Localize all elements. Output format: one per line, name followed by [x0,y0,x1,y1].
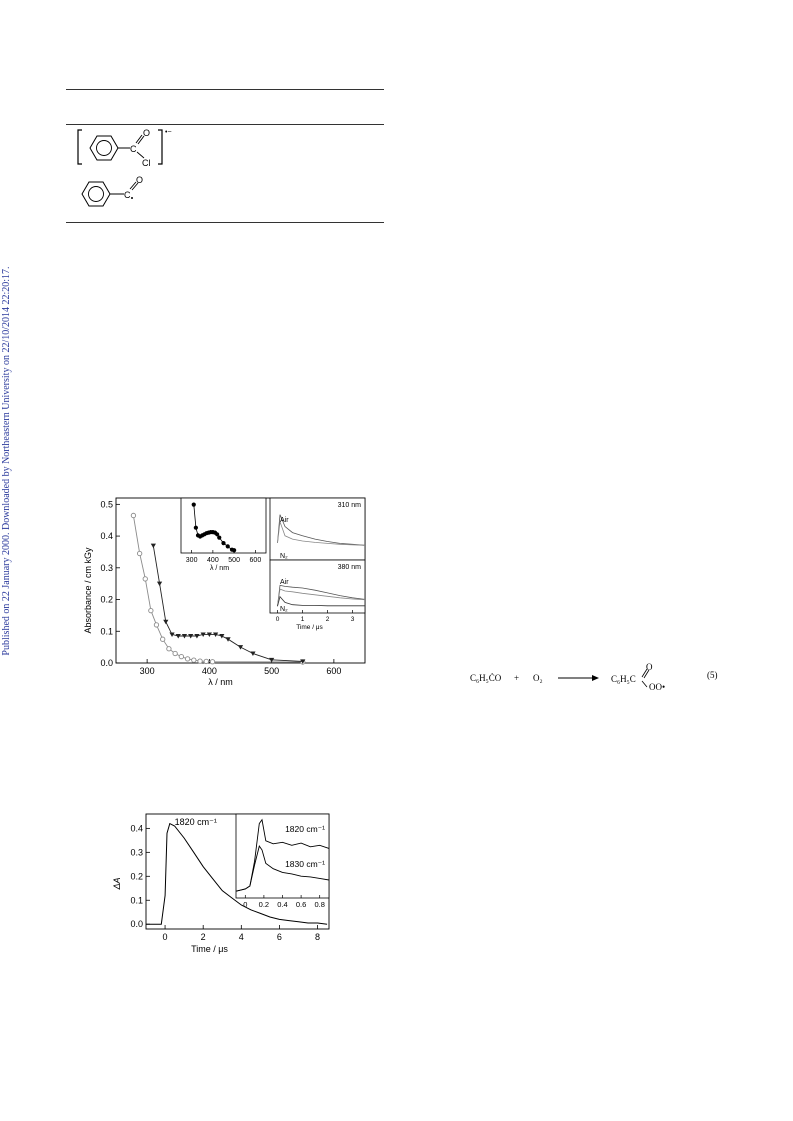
inset-x-tick-label: 0.4 [277,900,288,909]
inset-data-point [221,541,225,545]
y-tick-label: 0.3 [130,847,143,858]
inset-x-tick-label: 300 [185,557,198,564]
data-point-triangle [225,637,230,642]
data-point-open-circle [137,551,141,555]
product-main: C₆H₅C [611,674,636,684]
trace-label-air: Air [280,517,289,524]
inset-trace-label: 1820 cm⁻¹ [285,824,325,834]
inset-x-tick-label: 0.6 [295,900,307,909]
inset-wavelength-label: 380 nm [337,564,361,571]
inset-kinetics-x-axis-label: Time / μs [296,624,323,631]
chlorine-label: Cl [142,158,151,168]
inset-data-point [217,536,221,540]
data-point-triangle [151,544,156,549]
x-tick-label: 400 [201,666,217,676]
equation-number: (5) [707,670,718,680]
x-tick-label: 8 [315,932,321,942]
y-tick-label: 0.2 [100,594,113,605]
data-point-open-circle [143,577,147,581]
data-point-open-circle [204,659,208,663]
data-point-open-circle [149,608,153,612]
inset-x-tick-label: 0.8 [314,900,325,909]
inset-x-axis-label: λ / nm [209,565,230,572]
y-tick-label: 0.0 [100,658,113,668]
x-tick-label: 6 [276,932,282,942]
y-tick-label: 0.0 [130,919,143,930]
inset-kinetics-x-tick-label: 2 [325,616,330,623]
y-tick-label: 0.5 [100,499,113,510]
data-point-open-circle [179,654,183,658]
data-point-open-circle [154,623,158,627]
inset-kinetics-x-tick-label: 1 [300,616,305,623]
table-top-rule [66,89,384,90]
transient-ir-kinetics-chart [110,808,335,960]
data-point-open-circle [167,647,171,651]
reaction-equation [470,662,730,695]
annotation-wavenumber: 1820 cm⁻¹ [174,816,217,827]
x-tick-label: 2 [200,932,206,942]
reactant-oxygen: O₂ [533,673,543,683]
carbon-label: C [130,144,137,154]
chemical-structures [72,126,182,218]
inset-data-point [194,526,198,530]
data-point-triangle [238,645,243,650]
inset-data-point [226,544,230,548]
data-point-open-circle [198,659,202,663]
inset-kinetics-x-tick-label: 0 [275,616,280,623]
y-tick-label: 0.3 [100,562,113,573]
benzene-ring [82,182,110,206]
x-axis-label: λ / nm [208,677,233,685]
inset-x-tick-label: 0.2 [258,900,270,909]
data-point-open-circle [210,660,214,664]
inset-x-tick-label: 400 [207,557,219,564]
inset-x-tick-label: 600 [249,557,262,564]
radical-anion-charge: •− [165,129,172,136]
plus-sign: + [514,673,520,683]
x-axis-label: Time / μs [191,944,228,954]
inset-data-point [232,548,236,552]
x-tick-label: 600 [326,666,342,676]
y-tick-label: 0.4 [130,823,143,834]
data-point-open-circle [173,651,177,655]
product-peroxyl: OO• [649,682,666,692]
y-axis-label: ΔA [112,877,122,890]
publication-watermark: Published on 22 January 2000. Downloaded by Northeastern University on 22/10/2014 22:20:17. [1,266,12,656]
x-tick-label: 0 [162,932,168,942]
inset-kinetics-x-tick-label: 3 [350,616,355,623]
inset-x-tick-label: 500 [228,557,240,564]
trace-label-air: Air [280,579,289,586]
oxygen-label: O [143,128,151,138]
reactant-benzoyl-radical: C₆H₅ĊO [470,673,502,683]
y-tick-label: 0.1 [130,895,143,906]
inset-x-tick-label: 0 [243,900,248,909]
x-tick-label: 300 [139,666,155,676]
data-point-open-circle [192,658,196,662]
trace-label-n2: N₂ [280,606,288,613]
inset-wavelength-label: 310 nm [337,502,361,509]
table-header-rule [66,124,384,125]
reaction-arrow-icon [558,674,600,682]
data-point-open-circle [160,637,164,641]
y-axis-label: Absorbance / cm kGy [83,547,93,634]
data-point-open-circle [185,657,189,661]
x-tick-label: 500 [264,666,280,676]
carbon-label: C [124,190,131,200]
table-bottom-rule [66,222,384,223]
data-point-triangle [157,582,162,587]
benzene-ring [90,136,118,160]
y-tick-label: 0.4 [100,531,113,542]
absorption-spectrum-chart [80,490,380,685]
data-point-triangle [163,620,168,625]
y-tick-label: 0.1 [100,626,113,637]
trace-label-n2: N₂ [280,553,288,560]
data-point-triangle [219,634,224,639]
inset-data-point [192,503,196,507]
data-point-open-circle [131,513,135,517]
inset-trace-label: 1830 cm⁻¹ [285,859,325,869]
x-tick-label: 4 [238,932,244,942]
y-tick-label: 0.2 [130,871,143,882]
oxygen-label: O [136,175,144,185]
product-carbonyl-oxygen: O [646,662,653,672]
